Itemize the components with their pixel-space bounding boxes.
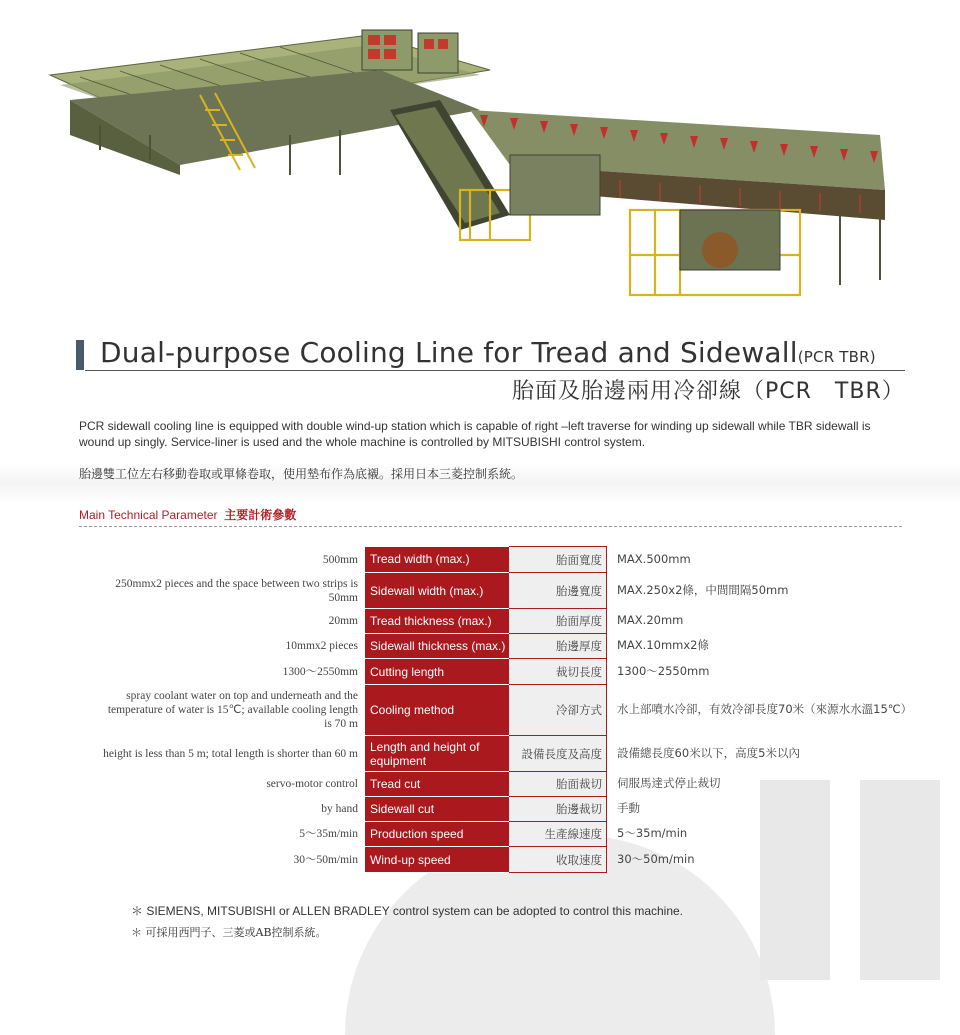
spec-value-en: 1300～2550mm [282, 665, 358, 678]
spec-value-zh-text: 水上部噴水冷卻，有效冷卻長度70米（來源水水溫15℃） [617, 702, 913, 716]
spec-value-zh [607, 736, 938, 772]
spec-label: Tread thickness (max.) [365, 609, 509, 634]
spec-value-zh-text: MAX.250x2條，中間間隔50mm [617, 582, 789, 597]
spec-value-zh [607, 685, 938, 736]
spec-label-zh: 胎面裁切 [509, 772, 607, 797]
table-row [100, 547, 937, 573]
spec-value-zh-text: MAX.20mm [617, 613, 684, 627]
table-row [100, 847, 937, 873]
spec-value-en: spray coolant water on top and underneath and the temperature of water is 15℃; available cooling length is 70 m [107, 690, 358, 730]
footnote-en: ＊ SIEMENS, MITSUBISHI or ALLEN BRADLEY control system can be adopted to control this machine. [131, 904, 684, 918]
footnote-zh: ＊ 可採用西門子、三菱或AB控制系統。 [131, 926, 327, 939]
spec-value-zh [607, 772, 938, 797]
spec-value-zh-text: MAX.10mmx2條 [617, 638, 709, 652]
description-en: PCR sidewall cooling line is equipped with double wind-up station which is capable of right –left traverse for winding up sidewall while TBR sidewall is wound up singly. Service-liner is used and the whole machine is controlled by MITSUBISHI control system. [79, 419, 871, 449]
spec-label: Cutting length [365, 659, 509, 685]
spec-value-en: 500mm [322, 553, 358, 566]
spec-value-zh [607, 659, 938, 685]
params-divider [79, 526, 902, 527]
table-row [100, 685, 937, 736]
spec-value-zh [607, 847, 938, 873]
spec-label-zh: 冷卻方式 [509, 685, 607, 736]
spec-value-en: 10mmx2 pieces [285, 640, 358, 652]
params-heading [79, 506, 296, 523]
spec-value-en: 30～50m/min [293, 853, 358, 866]
spec-label-zh: 胎面厚度 [509, 609, 607, 634]
spec-value-zh-text: 30～50m/min [617, 851, 695, 866]
spec-label: Cooling method [365, 685, 509, 736]
page-subtitle: 胎面及胎邊兩用冷卻線（PCR TBR） [512, 379, 905, 404]
spec-label: Sidewall width (max.) [365, 573, 509, 609]
title-accent-bar [76, 340, 84, 370]
title-main: Dual-purpose Cooling Line for Tread and Sidewall [100, 336, 798, 369]
table-row [100, 573, 937, 609]
spec-label: Sidewall cut [365, 797, 509, 822]
machine-photo [40, 15, 890, 320]
spec-label-zh: 生產線速度 [509, 822, 607, 847]
spec-value-en: 20mm [328, 615, 358, 627]
table-row [100, 609, 937, 634]
spec-value-zh [607, 609, 938, 634]
spec-label-zh: 收取速度 [509, 847, 607, 873]
spec-value-zh [607, 822, 938, 847]
spec-value-zh-text: 設備總長度60米以下，高度5米以內 [617, 745, 800, 760]
spec-value-zh-text: 伺服馬達式停止裁切 [617, 776, 721, 790]
table-row [100, 797, 937, 822]
table-row [100, 822, 937, 847]
spec-label: Length and height of equipment [365, 736, 509, 772]
params-heading-zh: 主要計術參數 [224, 508, 297, 522]
table-row [100, 736, 937, 772]
spec-value-zh [607, 797, 938, 822]
spec-value-zh [607, 634, 938, 659]
spec-value-zh [607, 547, 938, 573]
table-row [100, 634, 937, 659]
description-zh: 胎邊雙工位左右移動卷取或單條卷取，使用墊布作為底襯。採用日本三菱控制系統。 [79, 467, 524, 481]
spec-value-en: height is less than 5 m; total length is shorter than 60 m [103, 747, 358, 760]
spec-label-zh: 胎邊厚度 [509, 634, 607, 659]
spec-value-en: servo-motor control [266, 778, 358, 790]
spec-value-en: 250mmx2 pieces and the space between two strips is 50mm [115, 577, 358, 604]
spec-label-zh: 裁切長度 [509, 659, 607, 685]
table-row [100, 659, 937, 685]
spec-value-zh-text: 手動 [617, 801, 640, 815]
table-row [100, 772, 937, 797]
title-divider [85, 370, 905, 371]
spec-label: Tread cut [365, 772, 509, 797]
spec-table [100, 546, 937, 873]
page-title [100, 336, 876, 369]
spec-value-en: 5～35m/min [299, 828, 358, 840]
spec-value-zh [607, 573, 938, 609]
spec-value-zh-text: 1300～2550mm [617, 663, 710, 678]
spec-label-zh: 胎面寬度 [509, 547, 607, 573]
spec-label: Production speed [365, 822, 509, 847]
spec-label: Tread width (max.) [365, 547, 509, 573]
params-heading-en: Main Technical Parameter [79, 508, 218, 522]
spec-label-zh: 設備長度及高度 [509, 736, 607, 772]
spec-value-zh-text: MAX.500mm [617, 551, 691, 566]
spec-label: Wind-up speed [365, 847, 509, 873]
spec-label-zh: 胎邊裁切 [509, 797, 607, 822]
spec-value-en: by hand [321, 803, 358, 815]
spec-label: Sidewall thickness (max.) [365, 634, 509, 659]
title-suffix: (PCR TBR) [797, 348, 876, 366]
spec-label-zh: 胎邊寬度 [509, 573, 607, 609]
spec-value-zh-text: 5～35m/min [617, 826, 688, 840]
